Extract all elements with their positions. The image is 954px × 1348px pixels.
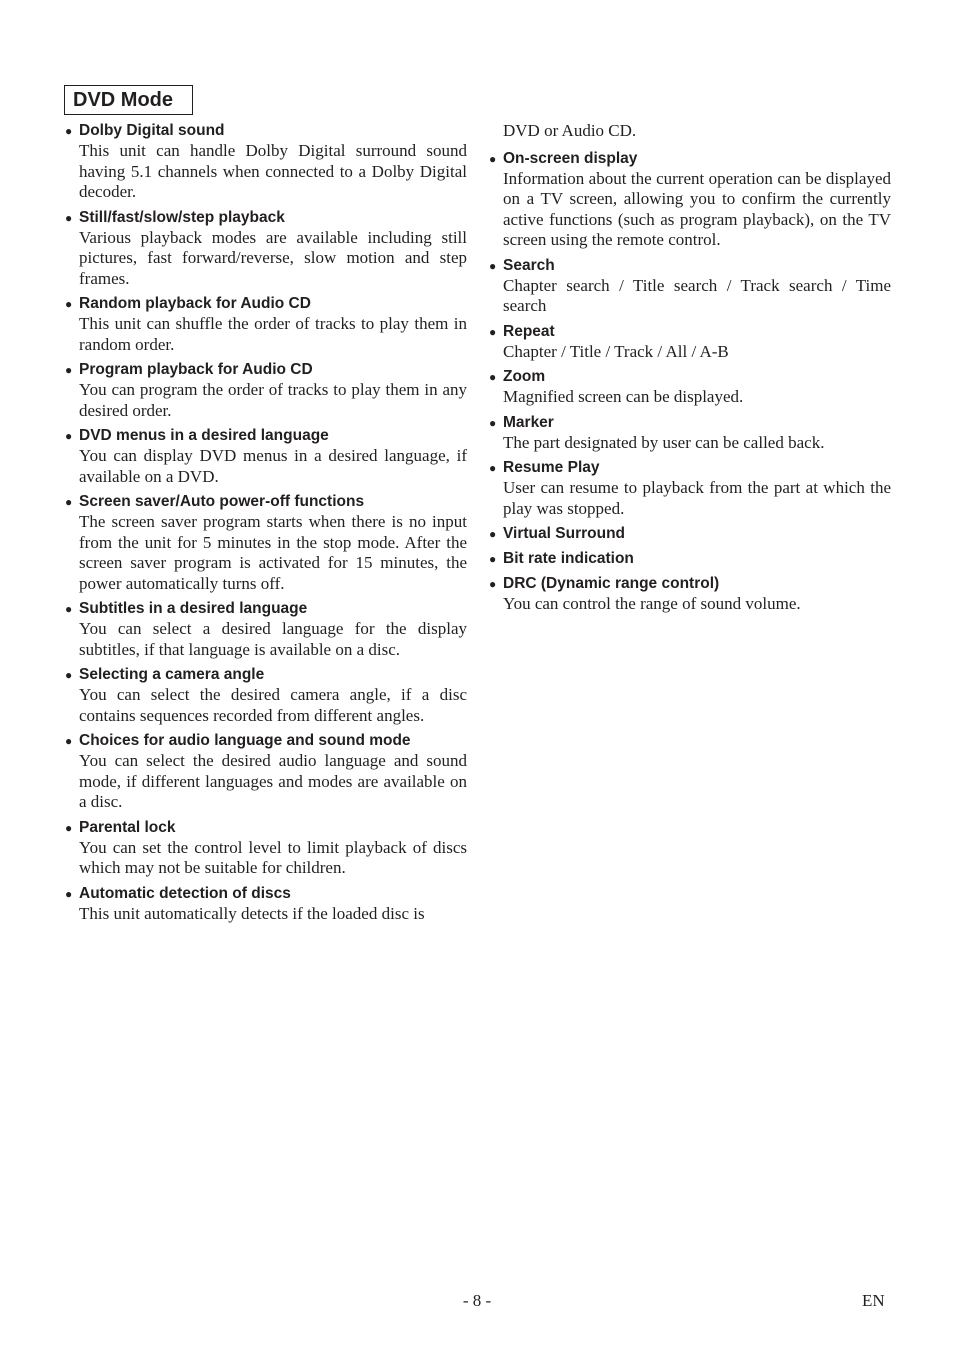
bullet-icon: ● (65, 495, 73, 509)
feature-item (489, 367, 891, 408)
bullet-icon: ● (489, 577, 497, 591)
feature-item (489, 549, 891, 569)
feature-item (65, 884, 467, 925)
bullet-icon: ● (489, 552, 497, 566)
feature-title: ● Program playback for Audio CD (65, 361, 313, 378)
bullet-icon: ● (489, 324, 497, 339)
feature-description: You can control the range of sound volume. (503, 594, 801, 613)
feature-title: ● Zoom (489, 368, 546, 385)
page-number: - 8 - (462, 1291, 492, 1310)
feature-title: ● Still/fast/slow/step playback (65, 208, 285, 226)
feature-description: Chapter / Title / Track / All / A-B (503, 341, 729, 361)
feature-item (65, 492, 467, 594)
feature-item (65, 360, 467, 421)
bullet-icon: ● (489, 461, 497, 475)
feature-item (65, 208, 467, 290)
right-column (489, 121, 891, 620)
feature-title: ● Search (489, 256, 555, 274)
feature-description: Magnified screen can be displayed. (503, 387, 744, 406)
feature-item (489, 524, 891, 544)
feature-item (489, 413, 891, 454)
feature-title: ● Subtitles in a desired language (65, 600, 308, 617)
feature-title: ● DVD menus in a desired language (65, 427, 329, 444)
feature-description: You can select the desired audio language and sound mode, if different languages and modes are available on a disc. (79, 751, 467, 811)
feature-description: You can display DVD menus in a desired language, if available on a DVD. (79, 446, 467, 486)
bullet-icon: ● (65, 124, 73, 138)
feature-description: You can set the control level to limit playback of discs which may not be suitable for children. (79, 837, 467, 877)
bullet-icon: ● (65, 734, 73, 748)
bullet-icon: ● (65, 602, 73, 616)
feature-description: User can resume to playback from the part at which the play was stopped. (503, 478, 891, 518)
feature-description: Various playback modes are available including still pictures, fast forward/reverse, slow motion and step frames. (79, 227, 467, 288)
feature-item (65, 818, 467, 879)
language-code: EN (862, 1291, 885, 1310)
feature-title: ● Dolby Digital sound (65, 122, 225, 139)
feature-description: The screen saver program starts when there is no input from the unit for 5 minutes in the stop mode. After the screen saver program is activated for 15 minutes, the power automatically turns off. (79, 512, 467, 593)
bullet-icon: ● (65, 363, 73, 377)
feature-description: Chapter search / Title search / Track search / Time search (503, 275, 891, 315)
feature-title: ● Choices for audio language and sound mode (65, 732, 411, 749)
feature-description: You can program the order of tracks to play them in any desired order. (79, 380, 467, 420)
feature-description: This unit automatically detects if the loaded disc is (79, 903, 425, 923)
bullet-icon: ● (65, 668, 73, 682)
feature-title: ● Bit rate indication (489, 550, 634, 567)
feature-title: ● Screen saver/Auto power-off functions (65, 493, 365, 510)
feature-item (65, 121, 467, 203)
bullet-icon: ● (489, 258, 497, 273)
left-column (65, 121, 467, 929)
bullet-icon: ● (65, 297, 73, 311)
feature-title: ● On-screen display (489, 149, 638, 167)
bullet-icon: ● (489, 151, 497, 166)
feature-item (489, 322, 891, 363)
section-heading: DVD Mode (64, 85, 193, 115)
bullet-icon: ● (65, 820, 73, 835)
feature-description: Information about the current operation can be displayed on a TV screen, allowing you to confirm the currently active functions (such as program playback), on the TV screen using the remote control. (503, 168, 891, 249)
feature-title: ● Selecting a camera angle (65, 666, 265, 683)
feature-description: The part designated by user can be called back. (503, 432, 825, 452)
feature-title: ● Random playback for Audio CD (65, 295, 311, 312)
feature-item (489, 256, 891, 317)
bullet-icon: ● (489, 415, 497, 430)
continued-text: DVD or Audio CD. (503, 121, 637, 140)
feature-title: ● Repeat (489, 322, 555, 340)
feature-item (65, 426, 467, 487)
feature-item (489, 574, 891, 615)
feature-title: ● Marker (489, 413, 554, 431)
feature-item (489, 149, 891, 251)
bullet-icon: ● (65, 886, 73, 901)
feature-title: ● Automatic detection of discs (65, 884, 291, 902)
feature-item (65, 665, 467, 726)
bullet-icon: ● (489, 527, 497, 541)
bullet-icon: ● (65, 210, 73, 225)
feature-title: ● Virtual Surround (489, 525, 626, 542)
feature-title: ● Resume Play (489, 459, 600, 476)
feature-title: ● Parental lock (65, 818, 176, 836)
bullet-icon: ● (65, 429, 73, 443)
feature-item (65, 599, 467, 660)
feature-item (489, 458, 891, 519)
feature-description: This unit can handle Dolby Digital surround sound having 5.1 channels when connected to a Dolby Digital decoder. (79, 141, 467, 201)
bullet-icon: ● (489, 370, 497, 384)
feature-title: ● DRC (Dynamic range control) (489, 575, 720, 592)
feature-description: This unit can shuffle the order of tracks to play them in random order. (79, 314, 467, 354)
feature-item (65, 731, 467, 813)
feature-description: You can select a desired language for the display subtitles, if that language is available on a disc. (79, 619, 467, 659)
feature-item (65, 294, 467, 355)
feature-description: You can select the desired camera angle, if a disc contains sequences recorded from different angles. (79, 685, 467, 725)
